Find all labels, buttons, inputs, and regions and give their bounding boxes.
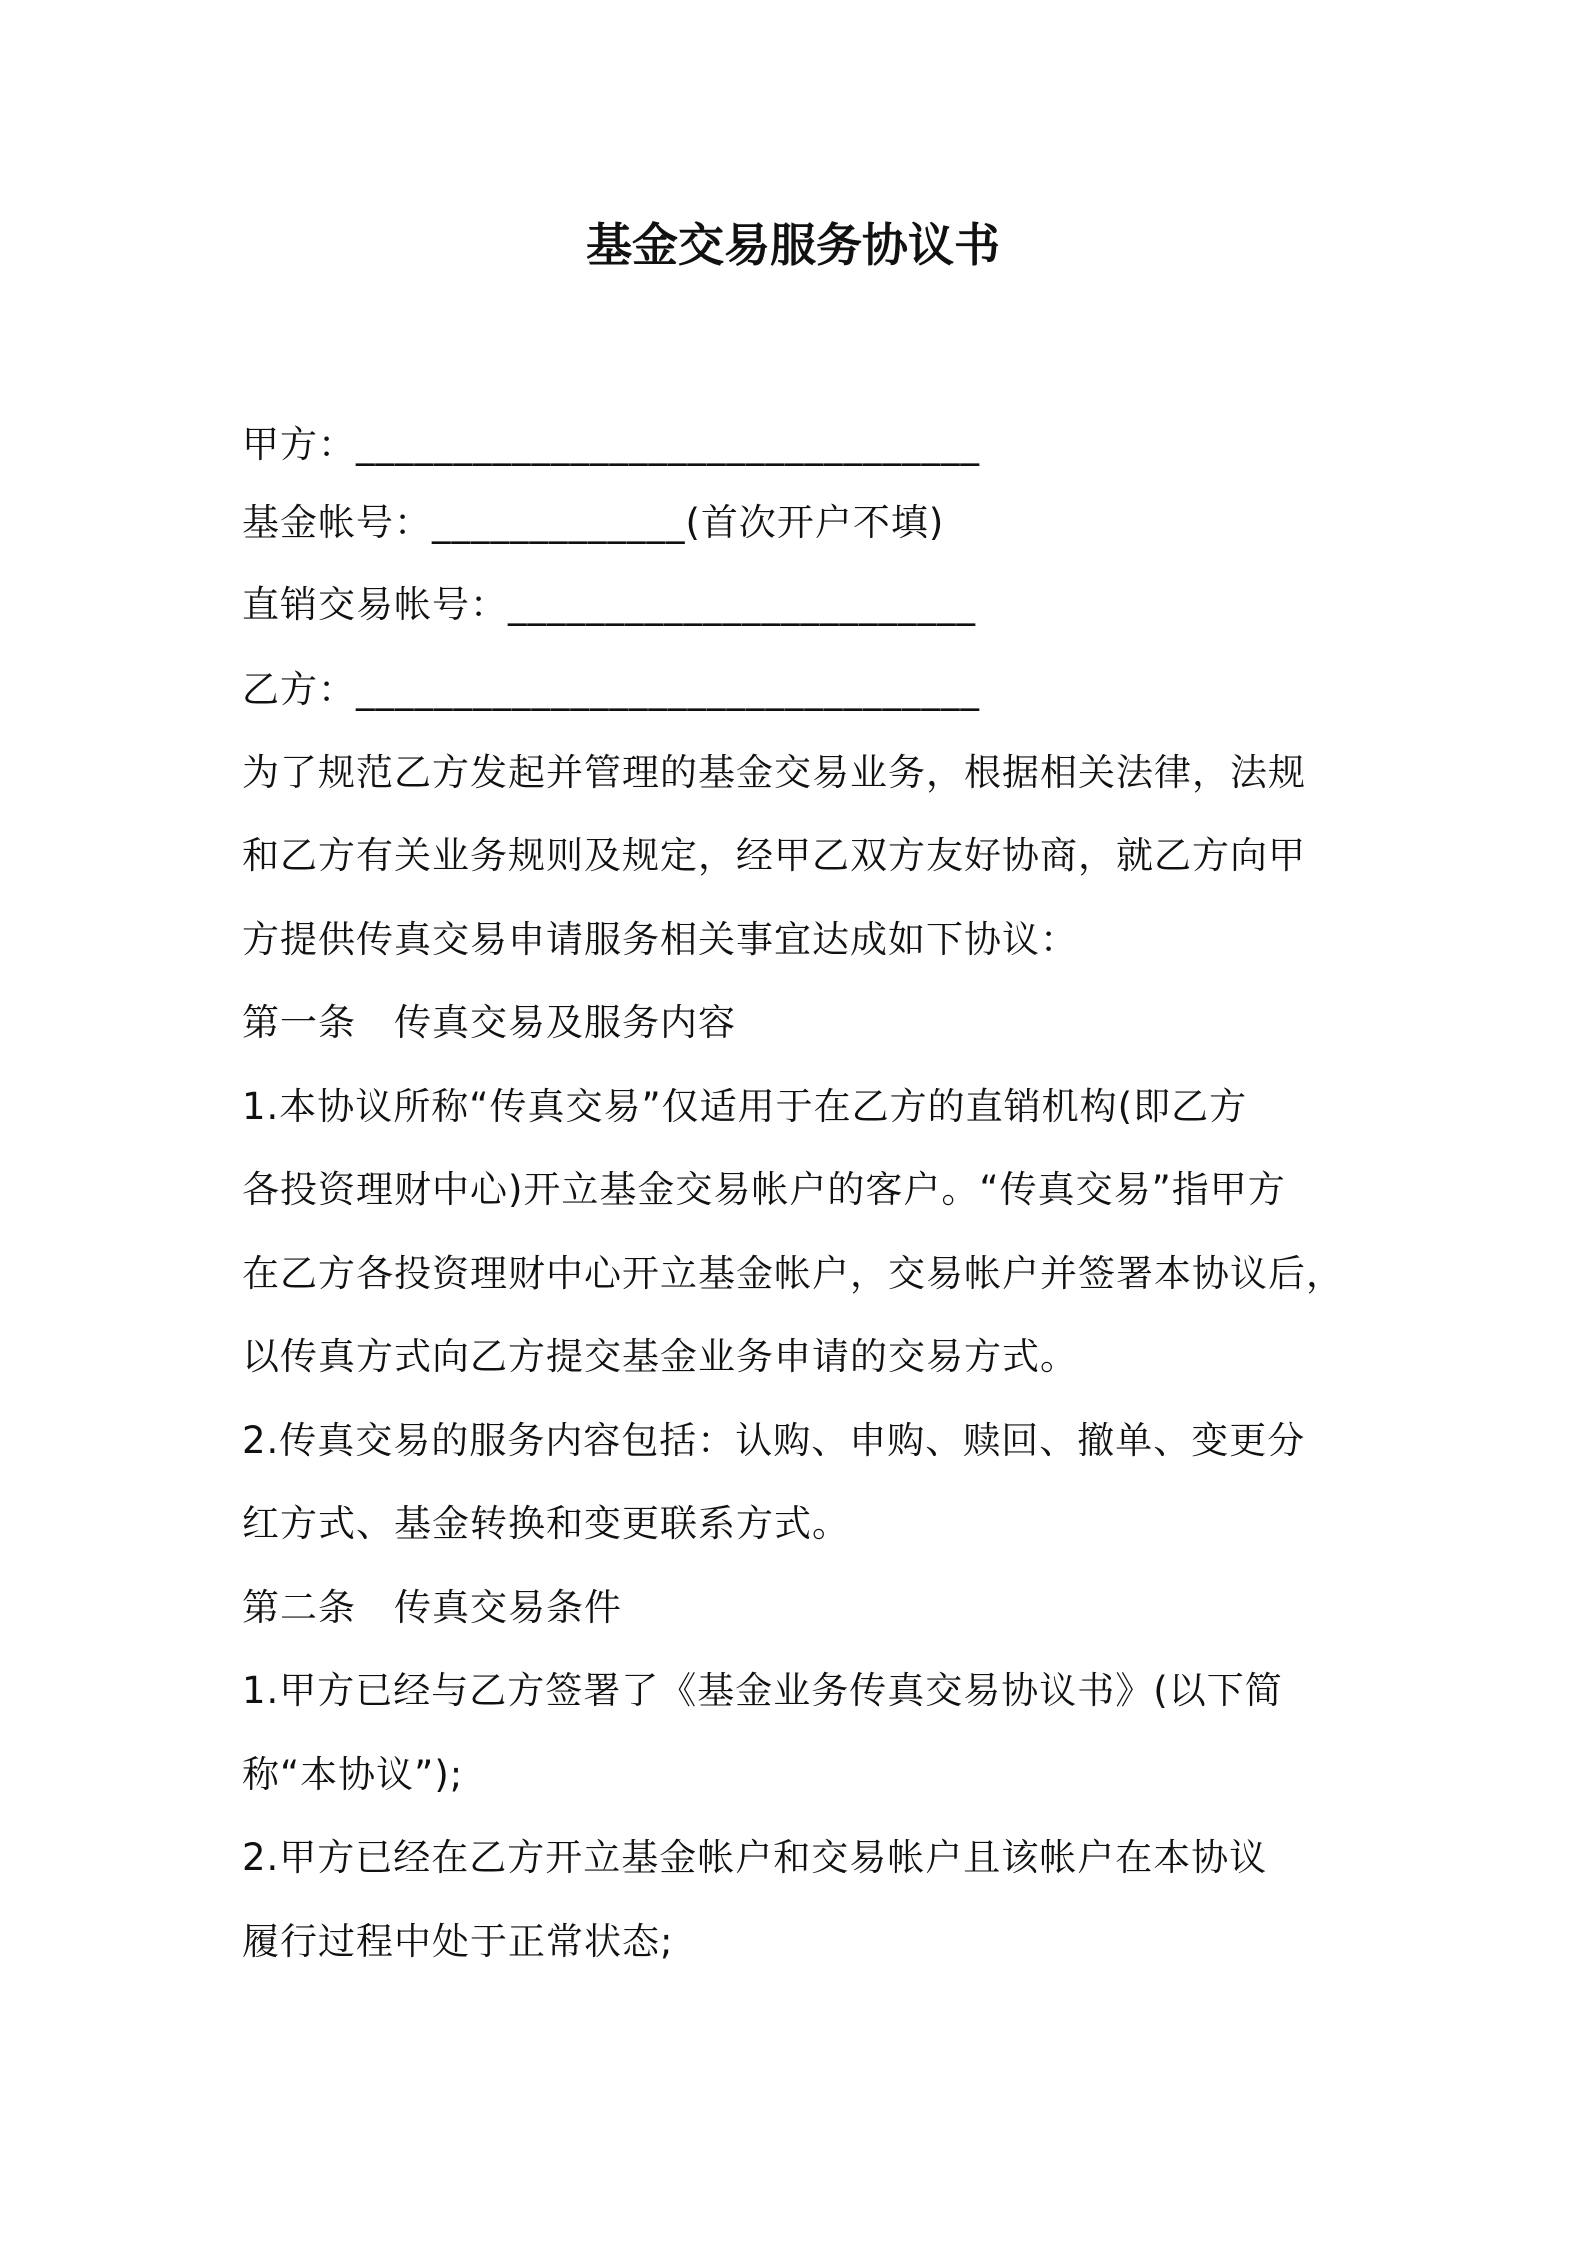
article-heading: 第二条 传真交易条件 xyxy=(242,1586,622,1629)
body-paragraph-line: 1.甲方已经与乙方签署了《基金业务传真交易协议书》(以下简 xyxy=(242,1669,1283,1712)
body-paragraph-line: 2.传真交易的服务内容包括：认购、申购、赎回、撤单、变更分 xyxy=(242,1419,1306,1462)
body-paragraph-line: 履行过程中处于正常状态; xyxy=(242,1920,674,1963)
body-paragraph-line: 1.本协议所称“传真交易”仅适用于在乙方的直销机构(即乙方 xyxy=(242,1085,1248,1128)
body-paragraph-line: 为了规范乙方发起并管理的基金交易业务，根据相关法律，法规 xyxy=(242,751,1306,794)
direct-sale-account-field: 直销交易帐号：________________________ xyxy=(242,583,976,626)
document-title: 基金交易服务协议书 xyxy=(586,218,1000,272)
party-a-field: 甲方：________________________________ xyxy=(242,423,980,466)
body-paragraph-line: 2.甲方已经在乙方开立基金帐户和交易帐户且该帐户在本协议 xyxy=(242,1836,1268,1879)
body-paragraph-line: 红方式、基金转换和变更联系方式。 xyxy=(242,1502,850,1545)
body-paragraph-line: 称“本协议”); xyxy=(242,1753,464,1796)
body-paragraph-line: 方提供传真交易申请服务相关事宜达成如下协议： xyxy=(242,918,1078,961)
fund-account-field: 基金帐号：_____________(首次开户不填) xyxy=(242,501,945,544)
article-heading: 第一条 传真交易及服务内容 xyxy=(242,1001,736,1044)
party-b-field: 乙方：________________________________ xyxy=(242,668,980,711)
body-paragraph-line: 在乙方各投资理财中心开立基金帐户，交易帐户并签署本协议后， xyxy=(242,1252,1344,1295)
body-paragraph-line: 各投资理财中心)开立基金交易帐户的客户。“传真交易”指甲方 xyxy=(242,1168,1286,1211)
body-paragraph-line: 以传真方式向乙方提交基金业务申请的交易方式。 xyxy=(242,1335,1078,1378)
body-paragraph-line: 和乙方有关业务规则及规定，经甲乙双方友好协商，就乙方向甲 xyxy=(242,834,1306,877)
